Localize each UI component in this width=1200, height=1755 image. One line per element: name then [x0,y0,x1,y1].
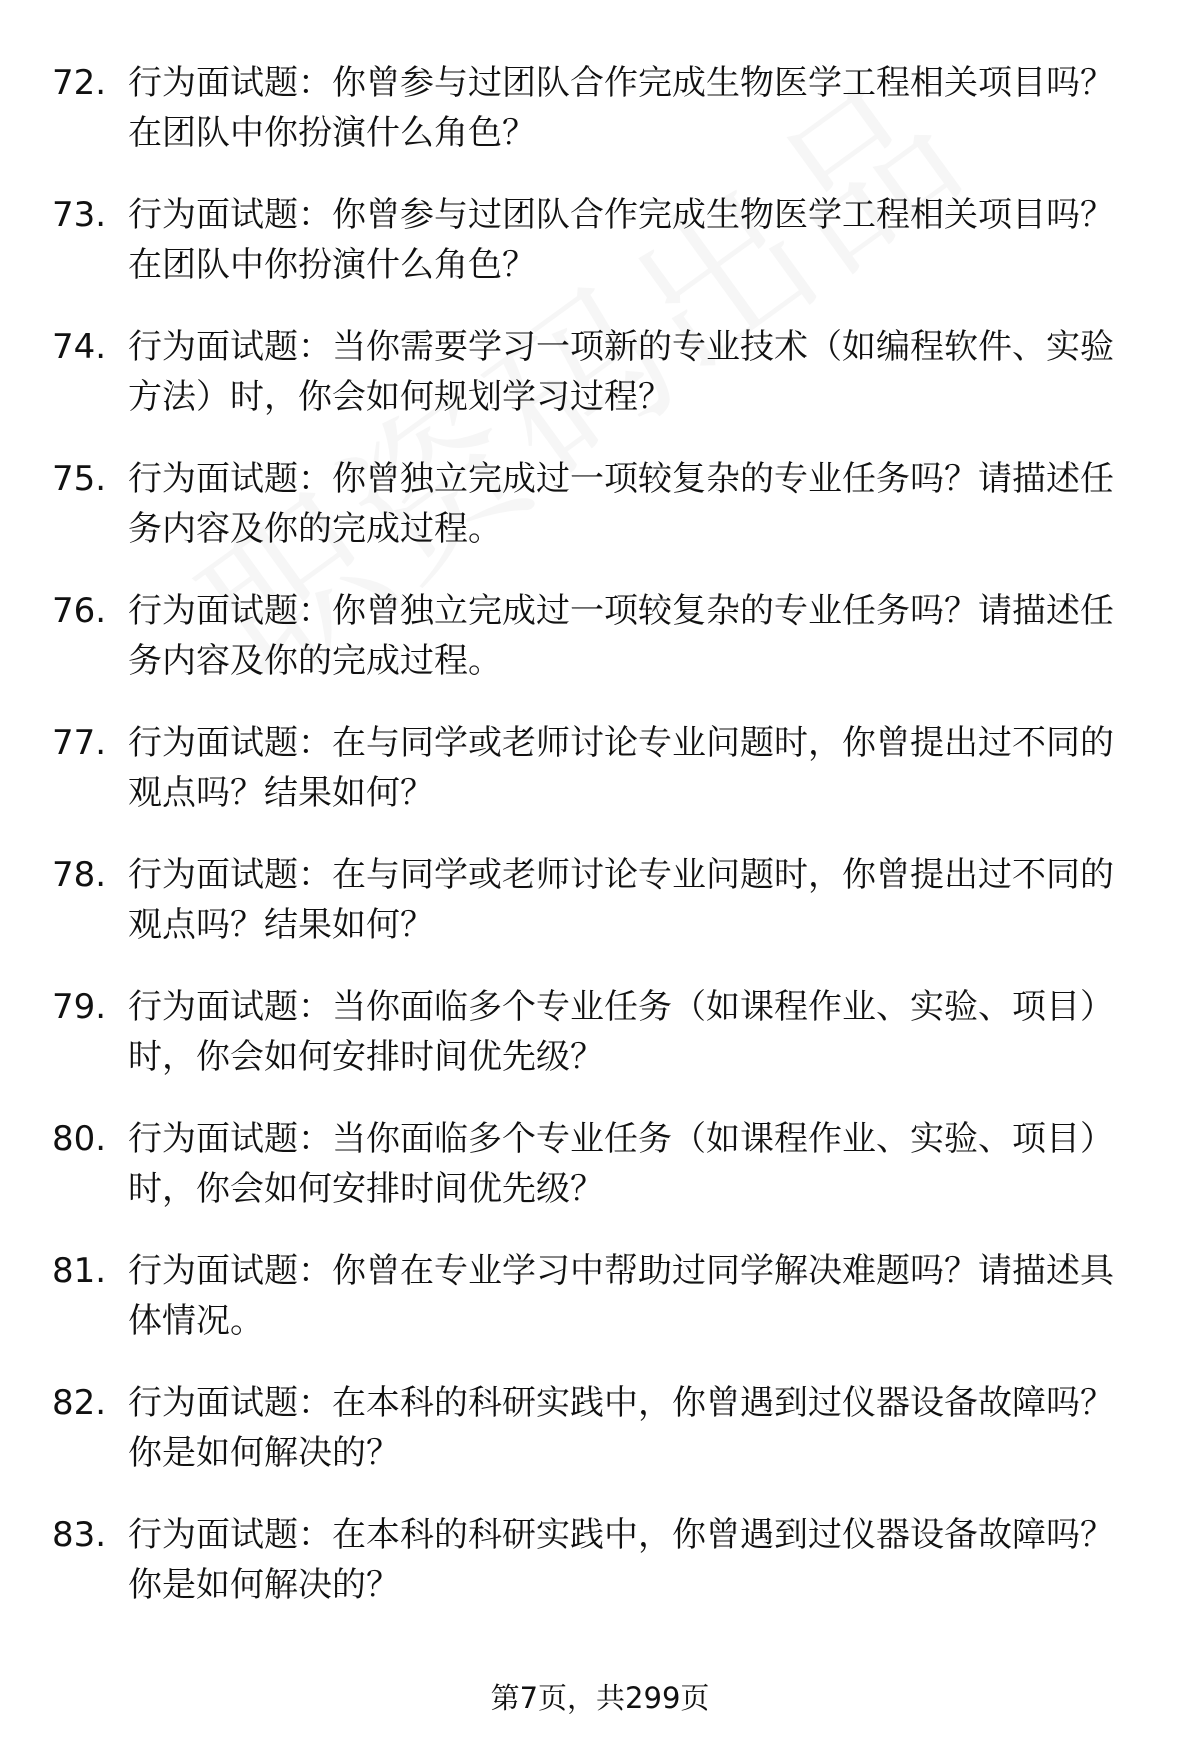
question-number: 80. [52,1119,107,1159]
question-item [0,1246,1200,1378]
question-item [0,982,1200,1114]
question-text: 行为面试题：你曾独立完成过一项较复杂的专业任务吗？请描述任务内容及你的完成过程。 [128,591,1114,681]
question-number: 82. [52,1383,107,1423]
question-text: 行为面试题：在本科的科研实践中，你曾遇到过仪器设备故障吗？你是如何解决的？ [128,1383,1114,1473]
question-text: 行为面试题：在与同学或老师讨论专业问题时，你曾提出过不同的观点吗？结果如何？ [128,855,1114,945]
question-text: 行为面试题：你曾参与过团队合作完成生物医学工程相关项目吗？在团队中你扮演什么角色？ [128,195,1114,285]
question-item [0,454,1200,586]
question-list [0,58,1200,1642]
question-text: 行为面试题：你曾独立完成过一项较复杂的专业任务吗？请描述任务内容及你的完成过程。 [128,459,1114,549]
question-number: 79. [52,987,107,1027]
question-number: 73. [52,195,107,235]
question-item [0,1114,1200,1246]
question-text: 行为面试题：当你面临多个专业任务（如课程作业、实验、项目）时，你会如何安排时间优先级？ [128,1119,1114,1209]
question-text: 行为面试题：当你面临多个专业任务（如课程作业、实验、项目）时，你会如何安排时间优先级？ [128,987,1114,1077]
question-text: 行为面试题：当你需要学习一项新的专业技术（如编程软件、实验方法）时，你会如何规划学习过程？ [128,327,1114,417]
page-number-label: 第7页，共299页 [490,1681,710,1715]
question-text: 行为面试题：你曾参与过团队合作完成生物医学工程相关项目吗？在团队中你扮演什么角色？ [128,63,1114,153]
question-number: 72. [52,63,107,103]
question-number: 75. [52,459,107,499]
question-number: 81. [52,1251,107,1291]
question-item [0,1378,1200,1510]
question-number: 77. [52,723,107,763]
question-number: 78. [52,855,107,895]
question-number: 74. [52,327,107,367]
question-item [0,1510,1200,1642]
question-number: 76. [52,591,107,631]
question-text: 行为面试题：你曾在专业学习中帮助过同学解决难题吗？请描述具体情况。 [128,1251,1114,1341]
question-item [0,718,1200,850]
question-text: 行为面试题：在本科的科研实践中，你曾遇到过仪器设备故障吗？你是如何解决的？ [128,1515,1114,1605]
question-text: 行为面试题：在与同学或老师讨论专业问题时，你曾提出过不同的观点吗？结果如何？ [128,723,1114,813]
question-item [0,190,1200,322]
page-footer [0,1678,1200,1718]
question-item [0,58,1200,190]
question-number: 83. [52,1515,107,1555]
question-item [0,586,1200,718]
question-item [0,322,1200,454]
question-item [0,850,1200,982]
